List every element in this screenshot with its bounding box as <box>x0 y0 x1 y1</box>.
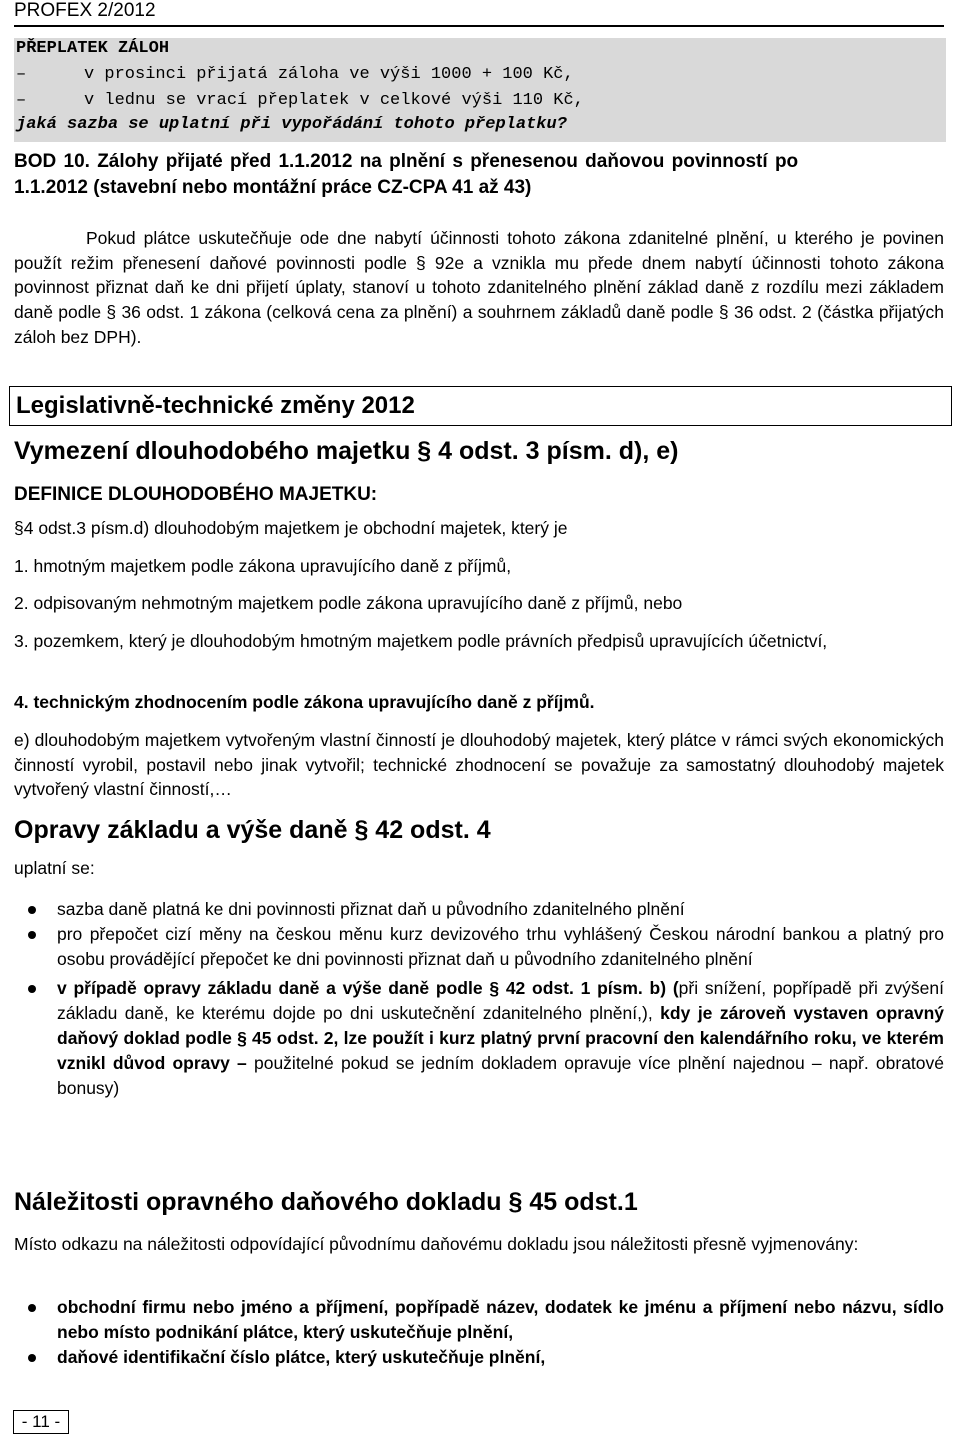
opravy-bullet-list <box>28 897 944 1101</box>
example-title: PŘEPLATEK ZÁLOH <box>16 39 170 58</box>
majetek-heading: Vymezení dlouhodobého majetku § 4 odst. 3 písm. d), e) <box>14 437 679 465</box>
page-number: - 11 - <box>13 1410 69 1434</box>
list-item-text: sazba daně platná ke dni povinnosti přiznat daň u původního zdanitelného plnění <box>57 899 685 919</box>
bod-heading-line-1 <box>14 151 798 173</box>
header-rule <box>14 25 944 27</box>
bullet-icon <box>28 1354 36 1362</box>
section-title-box <box>9 386 952 426</box>
list-item <box>28 1295 944 1345</box>
list-item <box>28 976 944 1101</box>
definice-intro: §4 odst.3 písm.d) dlouhodobým majetkem je obchodní majetek, který je <box>14 518 568 538</box>
bod-heading-text-1: BOD 10. Zálohy přijaté před 1.1.2012 na plnění s přenesenou daňovou povinností po <box>14 151 799 172</box>
definice-item-4: 4. technickým zhodnocením podle zákona upravujícího daně z příjmů. <box>14 692 595 712</box>
list-item-text-bold: v případě opravy základu daně a výše daně podle § 42 odst. 1 písm. b) ( <box>57 978 679 998</box>
list-item-text: daňové identifikační číslo plátce, který uskutečňuje plnění, <box>57 1347 546 1367</box>
nalezitosti-paragraph: Místo odkazu na náležitosti odpovídající původnímu daňovému dokladu jsou náležitosti přesně vyjmenovány: <box>14 1234 859 1254</box>
example-line-2-text: v lednu se vrací přeplatek v celkové výši 110 Kč, <box>84 91 584 110</box>
bullet-icon <box>28 906 36 914</box>
bullet-icon <box>28 1304 36 1312</box>
definice-item-3: 3. pozemkem, který je dlouhodobým hmotným majetkem podle právních předpisů upravujících účetnictví, <box>14 631 828 651</box>
list-item-text: použitelné pokud se jedním dokladem opravuje více plnění najednou – např. obratové bonusy) <box>57 1053 945 1098</box>
list-item <box>28 1345 944 1370</box>
list-item <box>28 897 944 922</box>
bullet-icon <box>28 931 36 939</box>
example-line-2 <box>16 91 584 110</box>
section-title: Legislativně-technické změny 2012 <box>16 392 415 419</box>
definice-item-2: 2. odpisovaným nehmotným majetkem podle zákona upravujícího daně z příjmů, nebo <box>14 593 683 613</box>
list-item-text: při snížení, popřípadě při zvýšení základu daně, ke kterému dojde po dni uskutečnění zdanitelného plnění,), <box>57 978 945 1023</box>
example-line-1-text: v prosinci přijatá záloha ve výši 1000 + 100 Kč, <box>84 65 574 84</box>
running-header: PROFEX 2/2012 <box>14 0 156 21</box>
nalezitosti-heading: Náležitosti opravného daňového dokladu § 45 odst.1 <box>14 1188 638 1216</box>
paragraph-prenesena-povinnost: Pokud plátce uskutečňuje ode dne nabytí účinnosti tohoto zákona zdanitelné plnění, u kterého je povinen použít režim přenesení daňové povinnosti podle § 92e a vznikla mu přede dnem nabytí účinnosti tohoto zákona povinnost přiznat daň ke dni přijetí úplaty, stanoví u tohoto zdanitelného plnění základ daně z rozdílu mezi základem daně podle § 36 odst. 1 zákona (celková cena za plnění) a souhrnem základů daně podle § 36 odst. 2 (částka přijatých záloh bez DPH). <box>14 228 944 347</box>
bod-heading-line-2 <box>14 177 531 199</box>
bod-heading-text-2: 1.1.2012 (stavební nebo montážní práce CZ-CPA 41 až 43) <box>14 177 532 198</box>
example-question: jaká sazba se uplatní při vypořádání tohoto přeplatku? <box>16 115 567 134</box>
list-item-text: obchodní firmu nebo jméno a příjmení, popřípadě název, dodatek ke jménu a příjmení nebo názvu, sídlo nebo místo podnikání plátce, který uskutečňuje plnění, <box>57 1297 944 1342</box>
uplatni-se-label: uplatní se: <box>14 858 95 878</box>
nalezitosti-bullet-list <box>28 1295 944 1370</box>
bullet-icon <box>28 985 36 993</box>
list-item-text-bold: kdy je zároveň vystaven opravný daňový doklad podle § 45 odst. 2, lze použít i kurz platný první pracovní den kalendářního roku, ve kterém vznikl důvod opravy – <box>57 1003 944 1073</box>
dash-marker: – <box>16 65 27 84</box>
paragraph-vlastni-cinnost: e) dlouhodobým majetkem vytvořeným vlastní činností je dlouhodobý majetek, který plátce v rámci svých ekonomických činností vyrobil, postavil nebo jinak vytvořil; technické zhodnocení se považuje za samostatný dlouhodobý majetek vytvořený vlastní činností,… <box>14 730 944 800</box>
definice-heading: DEFINICE DLOUHODOBÉHO MAJETKU: <box>14 484 378 505</box>
example-line-1 <box>16 65 574 84</box>
opravy-heading: Opravy základu a výše daně § 42 odst. 4 <box>14 816 491 844</box>
dash-marker: – <box>16 91 27 110</box>
list-item-text: pro přepočet cizí měny na českou měnu kurz devizového trhu vyhlášený Českou národní bankou a platný pro osobu provádějící přepočet ke dni povinnosti přiznat daň u původního zdanitelného plnění <box>57 924 944 969</box>
definice-item-1: 1. hmotným majetkem podle zákona upravujícího daně z příjmů, <box>14 556 512 576</box>
example-box <box>14 38 946 142</box>
list-item <box>28 922 944 972</box>
